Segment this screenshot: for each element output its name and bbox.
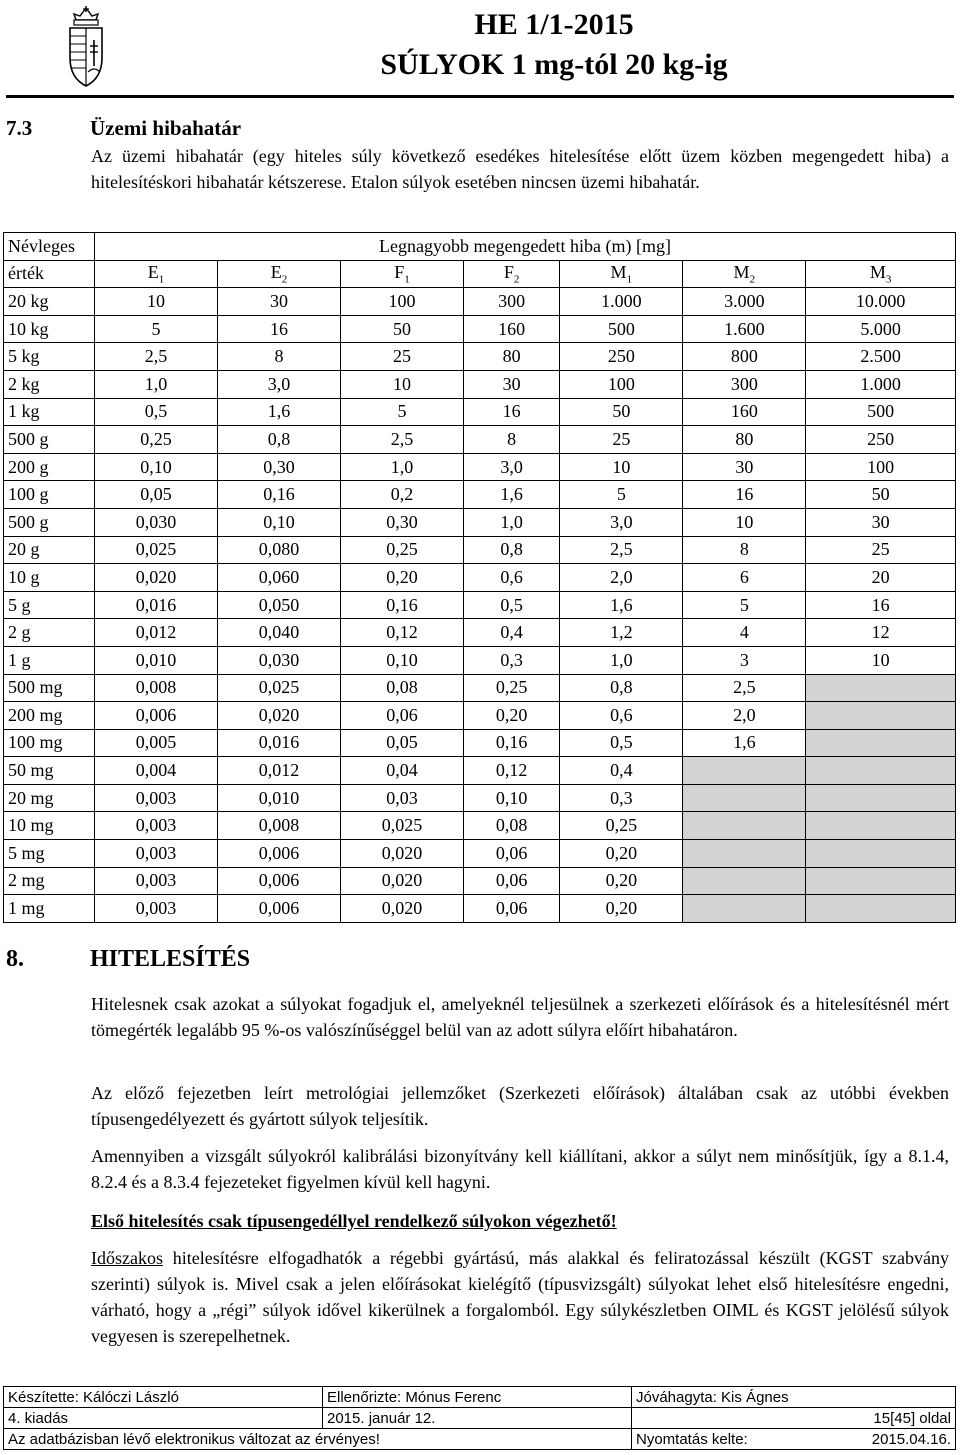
max-error-cell: 1,2 [560, 619, 683, 647]
max-error-cell: 5.000 [806, 315, 956, 343]
max-error-cell: 0,25 [341, 536, 464, 564]
max-error-cell: 0,5 [95, 398, 218, 426]
max-error-cell: 16 [806, 591, 956, 619]
not-applicable-cell [683, 867, 806, 895]
not-applicable-cell [806, 840, 956, 868]
max-error-cell: 300 [464, 288, 560, 316]
max-error-cell: 0,003 [95, 895, 218, 923]
max-error-cell: 16 [218, 315, 341, 343]
accuracy-class-row [4, 260, 956, 288]
table-row [4, 702, 956, 730]
tolerance-table [3, 232, 956, 923]
table-row [4, 646, 956, 674]
max-error-cell: 250 [806, 426, 956, 454]
max-error-cell: 0,25 [560, 812, 683, 840]
not-applicable-cell [683, 757, 806, 785]
document-subject: SÚLYOK 1 mg-tól 20 kg-ig [380, 48, 728, 81]
max-error-cell: 0,8 [560, 674, 683, 702]
periodic-term: Időszakos [91, 1248, 163, 1268]
nominal-value-cell: 5 g [4, 591, 95, 619]
print-date: 2015.04.16. [871, 1430, 951, 1448]
max-error-cell: 1.000 [806, 370, 956, 398]
max-error-cell: 0,05 [341, 729, 464, 757]
class-letter: M [610, 262, 627, 283]
not-applicable-cell [806, 757, 956, 785]
max-error-cell: 0,25 [464, 674, 560, 702]
max-error-cell: 0,20 [560, 840, 683, 868]
nominal-value-cell: 100 g [4, 481, 95, 509]
table-row [4, 591, 956, 619]
max-error-cell: 3,0 [560, 508, 683, 536]
max-error-cell: 0,05 [95, 481, 218, 509]
max-error-cell: 0,010 [95, 646, 218, 674]
max-error-cell: 0,20 [560, 867, 683, 895]
section-8-paragraph-1: Hitelesnek csak azokat a súlyokat fogadjuk el, amelyeknél teljesülnek a szerkezeti előírások és a hitelesítésnél mért tömegérték legalább 95 %-os valószínűséggel belül van az adott súlyra előírt hibahatáron. [91, 994, 949, 1040]
max-error-cell: 10.000 [806, 288, 956, 316]
accuracy-class-e2 [218, 260, 341, 288]
max-error-cell: 2,5 [560, 536, 683, 564]
max-error-cell: 300 [683, 370, 806, 398]
not-applicable-cell [683, 784, 806, 812]
class-letter: E [147, 262, 159, 283]
nominal-value-cell: 1 g [4, 646, 95, 674]
max-error-cell: 30 [218, 288, 341, 316]
max-error-cell: 0,080 [218, 536, 341, 564]
class-index: 3 [885, 273, 892, 286]
max-error-cell: 5 [95, 315, 218, 343]
max-error-cell: 20 [806, 564, 956, 592]
accuracy-class-m3 [806, 260, 956, 288]
max-error-cell: 3,0 [464, 453, 560, 481]
max-error-cell: 0,025 [341, 812, 464, 840]
table-row [4, 564, 956, 592]
not-applicable-cell [806, 867, 956, 895]
table-row [4, 757, 956, 785]
max-error-cell: 1,6 [218, 398, 341, 426]
max-error-cell: 1.000 [560, 288, 683, 316]
not-applicable-cell [806, 895, 956, 923]
max-error-cell: 100 [560, 370, 683, 398]
section-title: HITELESÍTÉS [90, 946, 251, 972]
section-8-paragraph-3: Amennyiben a vizsgált súlyokról kalibrálási bizonyítvány kell kiállítani, akkor a súlyt nem minősítjük, így a 8.1.4, 8.2.4 és a 8.3.4 fejezeteket figyelmen kívül kell hagyni. [91, 1146, 949, 1192]
max-error-cell: 0,008 [218, 812, 341, 840]
max-error-cell: 0,03 [341, 784, 464, 812]
table-row [4, 426, 956, 454]
max-error-cell: 8 [683, 536, 806, 564]
accuracy-class-f1 [341, 260, 464, 288]
table-row [4, 895, 956, 923]
max-error-cell: 8 [464, 426, 560, 454]
max-error-cell: 2,5 [683, 674, 806, 702]
nominal-value-cell: 10 mg [4, 812, 95, 840]
print-date-cell [632, 1429, 956, 1450]
max-error-cell: 3 [683, 646, 806, 674]
header-divider [6, 95, 954, 98]
max-error-cell: 0,06 [464, 867, 560, 895]
max-error-cell: 80 [464, 343, 560, 371]
max-error-cell: 0,10 [218, 508, 341, 536]
max-error-cell: 0,005 [95, 729, 218, 757]
max-error-cell: 0,6 [464, 564, 560, 592]
max-error-cell: 160 [683, 398, 806, 426]
max-error-cell: 2,0 [683, 702, 806, 730]
nominal-value-cell: 10 kg [4, 315, 95, 343]
max-error-cell: 0,040 [218, 619, 341, 647]
max-error-cell: 0,006 [218, 840, 341, 868]
max-error-cell: 0,04 [341, 757, 464, 785]
max-error-cell: 500 [806, 398, 956, 426]
max-error-cell: 5 [341, 398, 464, 426]
max-error-cell: 0,020 [341, 895, 464, 923]
section-8-paragraph-5 [91, 1245, 949, 1349]
max-error-cell: 80 [683, 426, 806, 454]
table-row [4, 867, 956, 895]
max-error-cell: 0,06 [464, 840, 560, 868]
max-error-cell: 0,16 [341, 591, 464, 619]
max-error-cell: 0,08 [464, 812, 560, 840]
max-error-cell: 10 [341, 370, 464, 398]
max-error-cell: 0,030 [95, 508, 218, 536]
nominal-value-cell: 100 mg [4, 729, 95, 757]
max-error-cell: 0,10 [341, 646, 464, 674]
nominal-value-cell: 1 kg [4, 398, 95, 426]
max-error-cell: 1,6 [464, 481, 560, 509]
max-error-cell: 0,30 [341, 508, 464, 536]
not-applicable-cell [683, 895, 806, 923]
nominal-value-cell: 500 g [4, 426, 95, 454]
issue-date: 2015. január 12. [323, 1408, 632, 1429]
nominal-value-cell: 10 g [4, 564, 95, 592]
max-error-cell: 0,12 [341, 619, 464, 647]
table-header-row [4, 233, 956, 261]
max-error-cell: 4 [683, 619, 806, 647]
max-error-cell: 0,5 [560, 729, 683, 757]
table-row [4, 674, 956, 702]
document-code: HE 1/1-2015 [474, 8, 634, 41]
max-error-cell: 1,6 [683, 729, 806, 757]
max-error-cell: 0,8 [464, 536, 560, 564]
class-letter: E [270, 262, 282, 283]
max-error-cell: 0,006 [218, 895, 341, 923]
max-error-cell: 0,20 [560, 895, 683, 923]
nominal-value-header: Névleges [4, 233, 95, 261]
not-applicable-cell [806, 702, 956, 730]
max-error-cell: 50 [806, 481, 956, 509]
max-error-cell: 0,5 [464, 591, 560, 619]
max-error-cell: 0,30 [218, 453, 341, 481]
not-applicable-cell [806, 812, 956, 840]
max-error-cell: 25 [341, 343, 464, 371]
max-error-cell: 0,006 [218, 867, 341, 895]
class-index: 1 [158, 273, 165, 286]
max-error-cell: 0,050 [218, 591, 341, 619]
max-error-cell: 0,06 [341, 702, 464, 730]
max-error-cell: 0,3 [560, 784, 683, 812]
table-row [4, 288, 956, 316]
max-error-cell: 1,0 [560, 646, 683, 674]
section-title: Üzemi hibahatár [90, 116, 242, 140]
max-error-cell: 10 [683, 508, 806, 536]
max-error-cell: 0,6 [560, 702, 683, 730]
max-error-cell: 10 [806, 646, 956, 674]
class-index: 2 [281, 273, 288, 286]
max-error-cell: 30 [806, 508, 956, 536]
nominal-value-cell: 2 g [4, 619, 95, 647]
class-letter: M [869, 262, 886, 283]
nominal-value-header-2: érték [4, 260, 95, 288]
section-8-heading [6, 946, 250, 973]
max-error-cell: 0,025 [218, 674, 341, 702]
print-label: Nyomtatás kelte: [636, 1430, 748, 1448]
nominal-value-cell: 2 kg [4, 370, 95, 398]
nominal-value-cell: 1 mg [4, 895, 95, 923]
max-error-cell: 2.500 [806, 343, 956, 371]
accuracy-class-e1 [95, 260, 218, 288]
table-row [4, 398, 956, 426]
max-error-cell: 0,020 [341, 840, 464, 868]
section-number: 7.3 [6, 116, 33, 140]
max-error-cell: 2,5 [95, 343, 218, 371]
table-row [4, 508, 956, 536]
table-row [4, 784, 956, 812]
max-error-cell: 50 [341, 315, 464, 343]
max-error-cell: 0,16 [464, 729, 560, 757]
max-error-header: Legnagyobb megengedett hiba (m) [mg] [95, 233, 956, 261]
max-error-cell: 12 [806, 619, 956, 647]
max-error-cell: 3.000 [683, 288, 806, 316]
coat-of-arms-icon [62, 6, 110, 90]
approved-by: Jóváhagyta: Kis Ágnes [632, 1387, 956, 1408]
max-error-cell: 0,003 [95, 784, 218, 812]
section-number: 8. [6, 946, 24, 972]
max-error-cell: 16 [683, 481, 806, 509]
max-error-cell: 5 [560, 481, 683, 509]
max-error-cell: 0,016 [218, 729, 341, 757]
max-error-cell: 0,020 [95, 564, 218, 592]
max-error-cell: 0,025 [95, 536, 218, 564]
edition: 4. kiadás [4, 1408, 323, 1429]
document-footer [3, 1386, 956, 1450]
not-applicable-cell [806, 729, 956, 757]
max-error-cell: 0,030 [218, 646, 341, 674]
max-error-cell: 0,10 [95, 453, 218, 481]
table-row [4, 840, 956, 868]
max-error-cell: 0,020 [218, 702, 341, 730]
max-error-cell: 0,08 [341, 674, 464, 702]
max-error-cell: 0,25 [95, 426, 218, 454]
max-error-cell: 0,10 [464, 784, 560, 812]
max-error-cell: 0,020 [341, 867, 464, 895]
max-error-cell: 25 [560, 426, 683, 454]
nominal-value-cell: 20 mg [4, 784, 95, 812]
max-error-cell: 30 [464, 370, 560, 398]
max-error-cell: 0,003 [95, 867, 218, 895]
class-index: 2 [749, 273, 756, 286]
page-header [0, 0, 960, 100]
checked-by: Ellenőrizte: Mónus Ferenc [323, 1387, 632, 1408]
table-row [4, 343, 956, 371]
max-error-cell: 0,008 [95, 674, 218, 702]
max-error-cell: 0,2 [341, 481, 464, 509]
max-error-cell: 5 [683, 591, 806, 619]
max-error-cell: 0,060 [218, 564, 341, 592]
nominal-value-cell: 20 kg [4, 288, 95, 316]
max-error-cell: 0,4 [560, 757, 683, 785]
max-error-cell: 0,16 [218, 481, 341, 509]
accuracy-class-m2 [683, 260, 806, 288]
max-error-cell: 1,0 [464, 508, 560, 536]
max-error-cell: 3,0 [218, 370, 341, 398]
max-error-cell: 16 [464, 398, 560, 426]
max-error-cell: 0,006 [95, 702, 218, 730]
table-row [4, 453, 956, 481]
class-letter: F [503, 262, 514, 283]
max-error-cell: 0,003 [95, 812, 218, 840]
max-error-cell: 0,010 [218, 784, 341, 812]
section-8-paragraph-2: Az előző fejezetben leírt metrológiai jellemzőket (Szerkezeti előírások) általában csak az utóbbi években típusengedélyezett és gyártott súlyok teljesítik. [91, 1083, 949, 1129]
table-row [4, 536, 956, 564]
nominal-value-cell: 200 g [4, 453, 95, 481]
max-error-cell: 0,12 [464, 757, 560, 785]
paragraph-5-text: hitelesítésre elfogadhatók a régebbi gyártású, más alakkal és feliratozással készült (KGST szabvány szerinti) súlyok is. Mivel csak a jelen előírásokat kielégítő (típusvizsgált) súlyokat lehet első hitelesítésre engedni, várható, hogy a „régi” súlyok idővel kikerülnek a forgalomból. Egy súlykészletben OIML és KGST jelölésű súlyok vegyesen is szerepelhetnek. [91, 1248, 949, 1346]
nominal-value-cell: 200 mg [4, 702, 95, 730]
max-error-cell: 500 [560, 315, 683, 343]
max-error-cell: 30 [683, 453, 806, 481]
nominal-value-cell: 500 g [4, 508, 95, 536]
max-error-cell: 1.600 [683, 315, 806, 343]
max-error-cell: 10 [95, 288, 218, 316]
table-row [4, 812, 956, 840]
nominal-value-cell: 20 g [4, 536, 95, 564]
nominal-value-cell: 5 mg [4, 840, 95, 868]
max-error-cell: 6 [683, 564, 806, 592]
not-applicable-cell [683, 812, 806, 840]
not-applicable-cell [806, 674, 956, 702]
not-applicable-cell [806, 784, 956, 812]
table-row [4, 729, 956, 757]
class-index: 2 [513, 273, 520, 286]
accuracy-class-m1 [560, 260, 683, 288]
max-error-cell: 1,6 [560, 591, 683, 619]
class-index: 1 [404, 273, 410, 286]
max-error-cell: 0,003 [95, 840, 218, 868]
class-letter: M [733, 262, 750, 283]
max-error-cell: 0,004 [95, 757, 218, 785]
table-row [4, 370, 956, 398]
max-error-cell: 2,5 [341, 426, 464, 454]
nominal-value-cell: 2 mg [4, 867, 95, 895]
max-error-cell: 0,20 [341, 564, 464, 592]
page-number: 15[45] oldal [632, 1408, 956, 1429]
max-error-cell: 800 [683, 343, 806, 371]
section-7-3-text: Az üzemi hibahatár (egy hiteles súly következő esedékes hitelesítése előtt üzem közben megengedett hiba) a hitelesítéskori hibahatár kétszerese. Etalon súlyok esetében nincsen üzemi hibahatár. [91, 146, 949, 192]
max-error-cell: 0,016 [95, 591, 218, 619]
nominal-value-cell: 500 mg [4, 674, 95, 702]
not-applicable-cell [683, 840, 806, 868]
max-error-cell: 250 [560, 343, 683, 371]
max-error-cell: 2,0 [560, 564, 683, 592]
class-letter: F [394, 262, 405, 283]
accuracy-class-f2 [464, 260, 560, 288]
max-error-cell: 160 [464, 315, 560, 343]
prepared-by: Készítette: Kálóczi László [4, 1387, 323, 1408]
table-row [4, 619, 956, 647]
max-error-cell: 100 [341, 288, 464, 316]
max-error-cell: 8 [218, 343, 341, 371]
max-error-cell: 0,06 [464, 895, 560, 923]
max-error-cell: 10 [560, 453, 683, 481]
table-row [4, 315, 956, 343]
table-row [4, 481, 956, 509]
max-error-cell: 1,0 [341, 453, 464, 481]
max-error-cell: 0,8 [218, 426, 341, 454]
max-error-cell: 0,20 [464, 702, 560, 730]
max-error-cell: 0,012 [95, 619, 218, 647]
max-error-cell: 0,3 [464, 646, 560, 674]
nominal-value-cell: 50 mg [4, 757, 95, 785]
max-error-cell: 0,4 [464, 619, 560, 647]
nominal-value-cell: 5 kg [4, 343, 95, 371]
max-error-cell: 0,012 [218, 757, 341, 785]
class-index: 1 [626, 273, 633, 286]
section-7-3-heading [6, 116, 241, 141]
max-error-cell: 25 [806, 536, 956, 564]
max-error-cell: 50 [560, 398, 683, 426]
max-error-cell: 1,0 [95, 370, 218, 398]
section-8-notice: Első hitelesítés csak típusengedéllyel rendelkező súlyokon végezhető! [91, 1211, 617, 1231]
validity-note: Az adatbázisban lévő elektronikus változat az érvényes! [4, 1429, 632, 1450]
max-error-cell: 100 [806, 453, 956, 481]
